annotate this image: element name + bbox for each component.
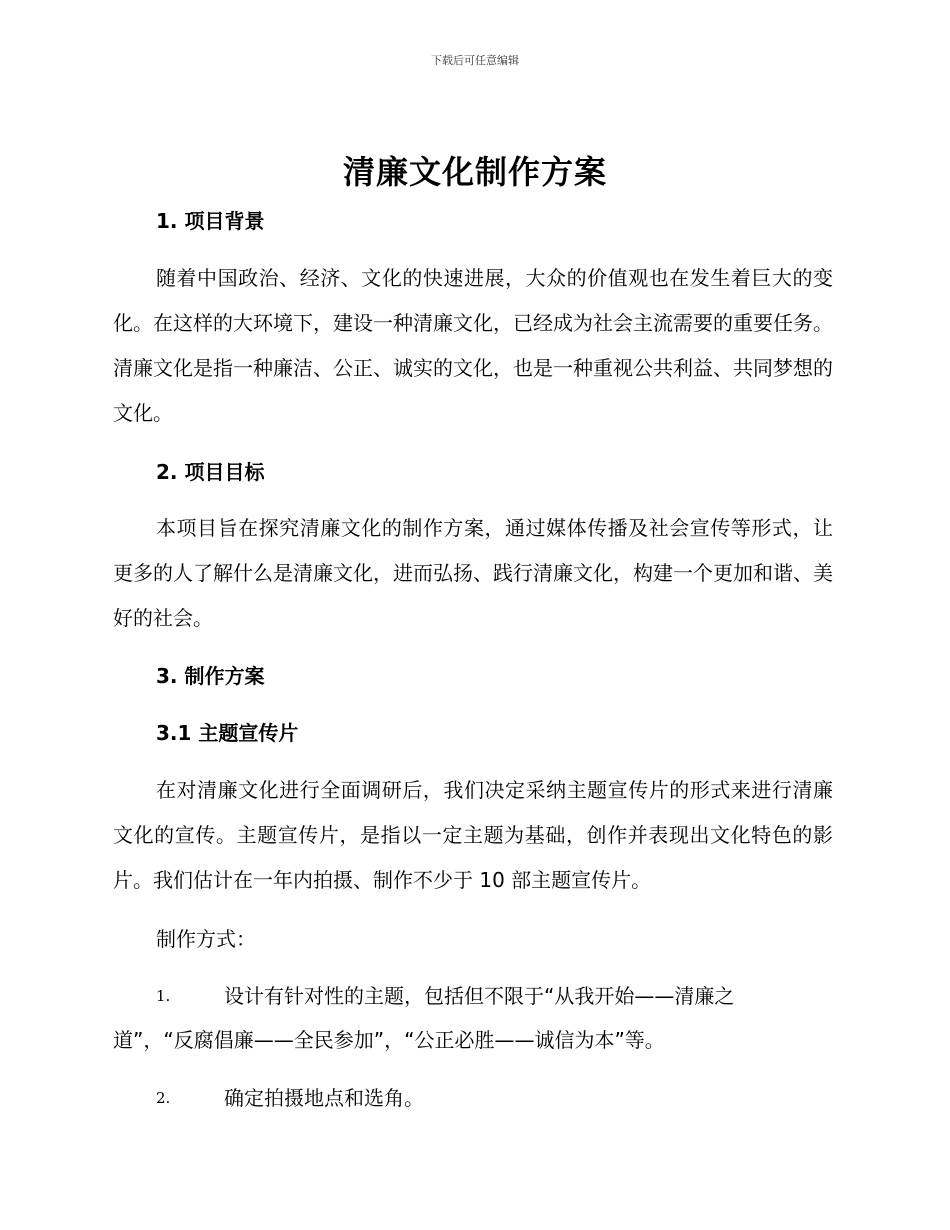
list-item-text: 确定拍摄地点和选角。	[224, 1086, 424, 1110]
section-heading-goal: 2. 项目目标	[156, 460, 265, 484]
document-title: 清廉文化制作方案	[342, 153, 607, 191]
section-body-background: 随着中国政治、经济、文化的快速进展，大众的价值观也在发生着巨大的变化。在这样的大环境下，建设一种清廉文化，已经成为社会主流需要的重要任务。清廉文化是指一种廉洁、公正、诚实的文化，也是一种重视公共利益、共同梦想的文化。	[113, 266, 833, 425]
subsection-body-promo-film: 在对清廉文化进行全面调研后，我们决定采纳主题宣传片的形式来进行清廉文化的宣传。主题宣传片，是指以一定主题为基础，创作并表现出文化特色的影片。我们估计在一年内拍摄、制作不少于 10 部主题宣传片。	[113, 778, 833, 892]
section-heading-background: 1. 项目背景	[156, 209, 265, 233]
subsection-heading-promo-film: 3.1 主题宣传片	[156, 721, 299, 745]
section-body-goal: 本项目旨在探究清廉文化的制作方案，通过媒体传播及社会宣传等形式，让更多的人了解什么是清廉文化，进而弘扬、践行清廉文化，构建一个更加和谐、美好的社会。	[113, 516, 833, 630]
method-label: 制作方式：	[156, 927, 256, 951]
section-heading-plan: 3. 制作方案	[156, 664, 265, 688]
list-item-text: 设计有针对性的主题，包括但不限于“从我开始——清廉之	[224, 984, 735, 1008]
list-item-text-continued: 道”，“反腐倡廉——全民参加”，“公正必胜——诚信为本”等。	[113, 1028, 665, 1052]
header-note: 下载后可任意编辑	[431, 54, 519, 67]
list-item-number: 2.	[156, 1089, 171, 1107]
list-item-number: 1.	[156, 987, 171, 1005]
